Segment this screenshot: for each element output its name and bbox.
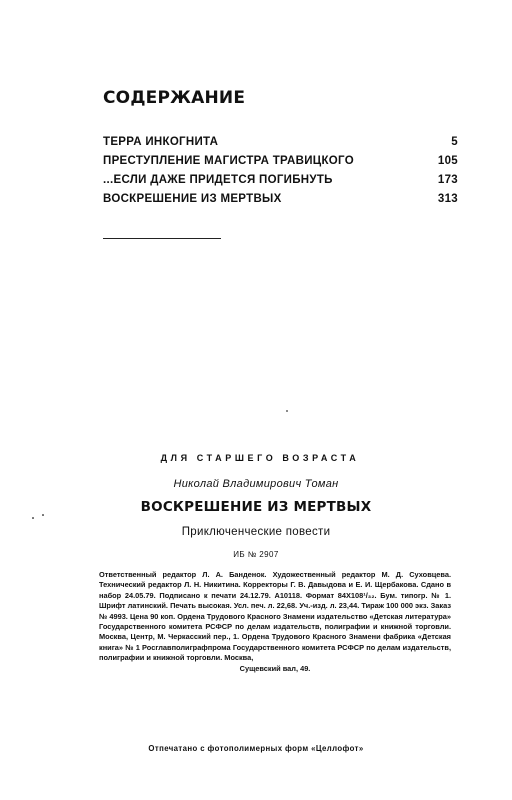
- publisher-index: ИБ № 2907: [233, 550, 279, 559]
- age-group-label: ДЛЯ СТАРШЕГО ВОЗРАСТА: [160, 453, 360, 463]
- author-name: Николай Владимирович Томан: [173, 478, 339, 490]
- book-subtitle: Приключенческие повести: [181, 526, 331, 538]
- toc-entry-page: 173: [437, 174, 458, 186]
- toc-entry-title: ТЕРРА ИНКОГНИТА: [103, 136, 219, 148]
- printing-note: Отпечатано с фотополимерных форм «Целлофот»: [148, 744, 364, 753]
- contents-divider-rule: [103, 238, 221, 239]
- scan-speck: [286, 410, 288, 412]
- table-of-contents: [103, 136, 458, 212]
- colophon-address-end: Сущевский вал, 49.: [239, 663, 311, 673]
- colophon-text: Ответственный редактор Л. А. Банденок. Художественный редактор М. Д. Суховцева. Технический редактор Л. Н. Никитина. Корректоры Г. В. Давыдова и Е. И. Щербакова. Сдано в набор 24.05.79. Подписано к печати 24.12.79. А10118. Формат 84Х108¹/₃₂. Бум. типогр. № 1. Шрифт латинский. Печать высокая. Усл. печ. л. 22,68. Уч.-изд. л. 23,44. Тираж 100 000 экз. Заказ № 4993. Цена 90 коп. Ордена Трудового Красного Знамени издательство «Детская литература» Государственного комитета РСФСР по делам издательств, полиграфии и книжной торговли. Москва, Центр, М. Черкасский пер., 1. Ордена Трудового Красного Знамени фабрика «Детская книга» № 1 Росглавполиграфпрома Государственного комитета РСФСР по делам издательств, полиграфии и книжной торговли. Москва,: [99, 570, 451, 663]
- contents-heading: СОДЕРЖАНИЕ: [103, 88, 246, 108]
- toc-entry-title: ПРЕСТУПЛЕНИЕ МАГИСТРА ТРАВИЦКОГО: [103, 155, 354, 167]
- toc-entry-page: 105: [437, 155, 458, 167]
- toc-entry-page: 5: [451, 136, 458, 148]
- toc-entry: [103, 193, 458, 212]
- toc-entry: [103, 155, 458, 174]
- toc-entry-page: 313: [437, 193, 458, 205]
- toc-entry: [103, 136, 458, 155]
- colophon: [99, 570, 451, 674]
- scan-speck: [32, 517, 34, 519]
- toc-entry-title: ...ЕСЛИ ДАЖЕ ПРИДЕТСЯ ПОГИБНУТЬ: [103, 174, 333, 186]
- toc-entry: [103, 174, 458, 193]
- book-title: ВОСКРЕШЕНИЕ ИЗ МЕРТВЫХ: [140, 499, 372, 515]
- toc-entry-title: ВОСКРЕШЕНИЕ ИЗ МЕРТВЫХ: [103, 193, 282, 205]
